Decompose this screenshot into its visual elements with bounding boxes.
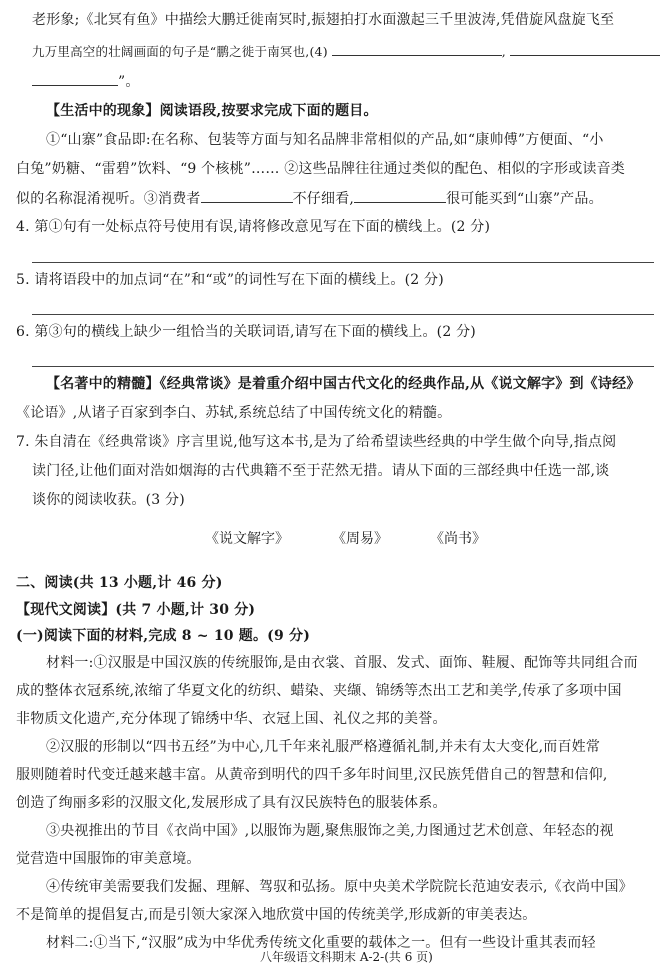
- material-1-line-6: 创造了绚丽多彩的汉服文化,发展形成了具有汉民族特色的服装体系。: [16, 795, 447, 811]
- book-option-1: 《说文解字》: [205, 531, 289, 547]
- classics-section-header: 【名著中的精髓】《经典常谈》是着重介绍中国古代文化的经典作品,从《说文解字》到《诗经》: [46, 376, 641, 392]
- book-option-2: 《周易》: [332, 531, 388, 547]
- answer-blank[interactable]: [201, 188, 293, 203]
- reading-section-title: 二、阅读(共 13 小题,计 46 分): [16, 575, 223, 591]
- material-2-line-1: 材料二:①当下,“汉服”成为中华优秀传统文化重要的载体之一。但有一些设计重其表而轻: [46, 935, 596, 951]
- book-option-3: 《尚书》: [430, 531, 486, 547]
- material-1-line-2: 成的整体衣冠系统,浓缩了华夏文化的纺织、蜡染、夹缬、锦绣等杰出工艺和美学,传承了多项中国: [16, 683, 622, 699]
- intro-line-1: 老形象;《北冥有鱼》中描绘大鹏迁徙南冥时,振翅拍打水面激起三千里波涛,凭借旋风盘旋飞至: [32, 12, 615, 28]
- intro-line-3-text: ”。: [118, 74, 140, 90]
- life-para-line-1: ①“山寨”食品即:在名称、包装等方面与知名品牌非常相似的产品,如“康帅傅”方便面、“小: [46, 132, 604, 148]
- question-4: 4. 第①句有一处标点符号使用有误,请将修改意见写在下面的横线上。(2 分): [16, 219, 491, 235]
- life-p3-a: 似的名称混淆视听。③消费者: [16, 191, 201, 207]
- question-7-line-1: 7. 朱自清在《经典常谈》序言里说,他写这本书,是为了给希望读些经典的中学生做个向导,指点阅: [16, 434, 617, 450]
- life-p3-c: 很可能买到“山寨”产品。: [446, 191, 603, 207]
- question-6: 6. 第③句的横线上缺少一组恰当的关联词语,请写在下面的横线上。(2 分): [16, 324, 476, 340]
- material-1-line-5: 服则随着时代变迁越来越丰富。从黄帝到明代的四千多年时间里,汉民族凭借自己的智慧和信仰,: [16, 767, 608, 783]
- life-para-line-2: 白兔”奶糖、“雷碧”饮料、“9 个核桃”…… ②这些品牌往往通过类似的配色、相似的字形或读音类: [16, 161, 625, 177]
- question-5: 5. 请将语段中的加点词“在”和“或”的词性写在下面的横线上。(2 分): [16, 272, 444, 288]
- material-1-line-8: 觉营造中国服饰的审美意境。: [16, 851, 201, 867]
- life-section-header: 【生活中的现象】阅读语段,按要求完成下面的题目。: [46, 103, 378, 119]
- life-p3-b: 不仔细看,: [292, 191, 355, 207]
- material-1-line-1: 材料一:①汉服是中国汉族的传统服饰,是由衣裳、首服、发式、面饰、鞋履、配饰等共同组合而: [46, 655, 638, 671]
- question-7-line-2: 读门径,让他们面对浩如烟海的古代典籍不至于茫然无措。请从下面的三部经典中任选一部,谈: [32, 463, 610, 479]
- material-1-line-9: ④传统审美需要我们发掘、理解、驾驭和弘扬。原中央美术学院院长范迪安表示,《衣尚中国》: [46, 879, 633, 895]
- question-7-line-3: 谈你的阅读收获。(3 分): [32, 492, 185, 508]
- material-1-line-7: ③央视推出的节目《衣尚中国》,以服饰为题,聚焦服饰之美,力图通过艺术创意、年轻态的视: [46, 823, 614, 839]
- material-1-line-4: ②汉服的形制以“四书五经”为中心,几千年来礼服严格遵循礼制,并未有太大变化,而百姓常: [46, 739, 601, 755]
- answer-blank[interactable]: [32, 71, 118, 86]
- material-1-line-10: 不是简单的提倡复古,而是引领大家深入地欣赏中国的传统美学,形成新的审美表达。: [16, 907, 537, 923]
- answer-blank[interactable]: [510, 41, 660, 56]
- answer-blank[interactable]: [332, 41, 502, 56]
- answer-blank[interactable]: [354, 188, 446, 203]
- intro-line-3: [32, 71, 140, 92]
- life-para-line-3: [16, 188, 603, 209]
- intro-line-2: [32, 41, 660, 62]
- page-footer: 八年级语文科期末 A-2-(共 6 页): [260, 950, 433, 964]
- modern-reading-header: 【现代文阅读】(共 7 小题,计 30 分): [16, 602, 256, 618]
- intro-line-2-text: 九万里高空的壮阔画面的句子是“鹏之徙于南冥也,(4): [32, 44, 328, 59]
- part-1-instruction: (一)阅读下面的材料,完成 8 ~ 10 题。(9 分): [16, 628, 311, 644]
- answer-line[interactable]: [32, 366, 654, 367]
- classics-para-2: 《论语》,从诸子百家到李白、苏轼,系统总结了中国传统文化的精髓。: [16, 405, 452, 421]
- answer-line[interactable]: [32, 314, 654, 315]
- material-1-line-3: 非物质文化遗产,充分体现了锦绣中华、衣冠上国、礼仪之邦的美誉。: [16, 711, 447, 727]
- comma: ,: [501, 44, 506, 59]
- answer-line[interactable]: [32, 262, 654, 263]
